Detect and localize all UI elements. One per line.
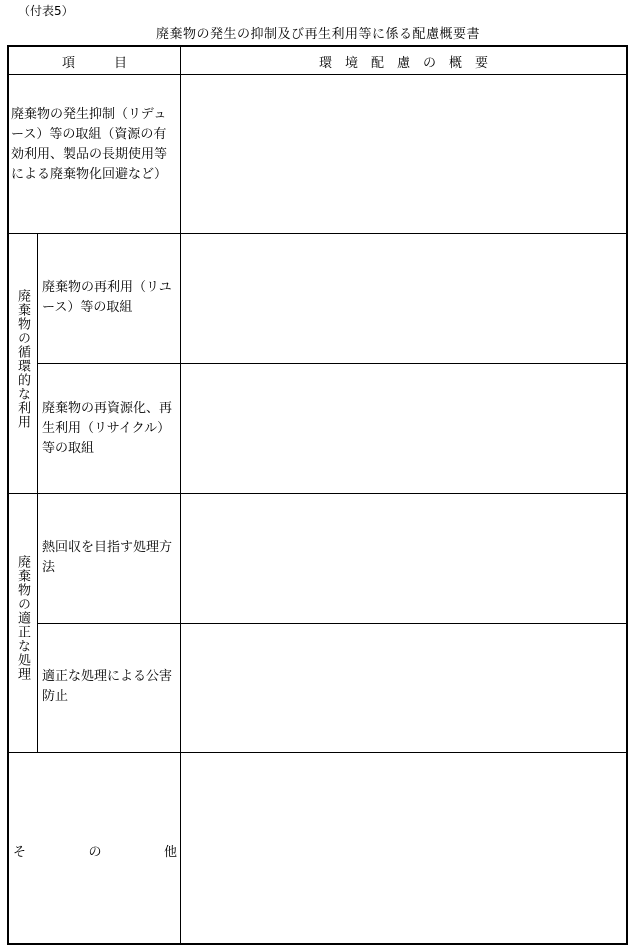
heat-recovery-summary-cell[interactable] [181, 494, 626, 623]
summary-column-header: 環 境 配 慮 の 概 要 [318, 55, 488, 71]
form-table [7, 45, 628, 945]
item-column-header: 項 目 [61, 55, 127, 71]
reuse-item-label: 廃棄物の再利用（リユース）等の取組 [42, 280, 172, 315]
pollution-prevention-summary-cell[interactable] [181, 624, 626, 752]
recycle-summary-cell[interactable] [181, 364, 626, 493]
recycle-item-label: 廃棄物の再資源化、再生利用（リサイクル）等の取組 [42, 401, 173, 456]
heat-recovery-item-label: 熱回収を目指す処理方法 [42, 540, 173, 575]
other-char: そ [13, 845, 27, 860]
cyclic-use-group-label: 廃棄物の循環的な利用 [15, 289, 30, 429]
reduce-summary-cell[interactable] [181, 75, 626, 233]
reuse-summary-cell[interactable] [181, 234, 626, 363]
pollution-prevention-item-label: 適正な処理による公害防止 [42, 669, 173, 704]
other-summary-cell[interactable] [181, 753, 626, 943]
proper-treatment-group-label: 廃棄物の適正な処理 [15, 555, 30, 681]
other-char: 他 [163, 845, 177, 860]
document-title: 廃棄物の発生の抑制及び再生利用等に係る配慮概要書 [155, 27, 480, 42]
reduce-item-label: 廃棄物の発生抑制（リデュース）等の取組（資源の有効利用、製品の長期使用等による廃棄物化回避など） [11, 107, 168, 182]
other-char: の [88, 845, 102, 860]
appendix-label: （付表5） [18, 4, 74, 18]
other-item-label [13, 841, 177, 860]
